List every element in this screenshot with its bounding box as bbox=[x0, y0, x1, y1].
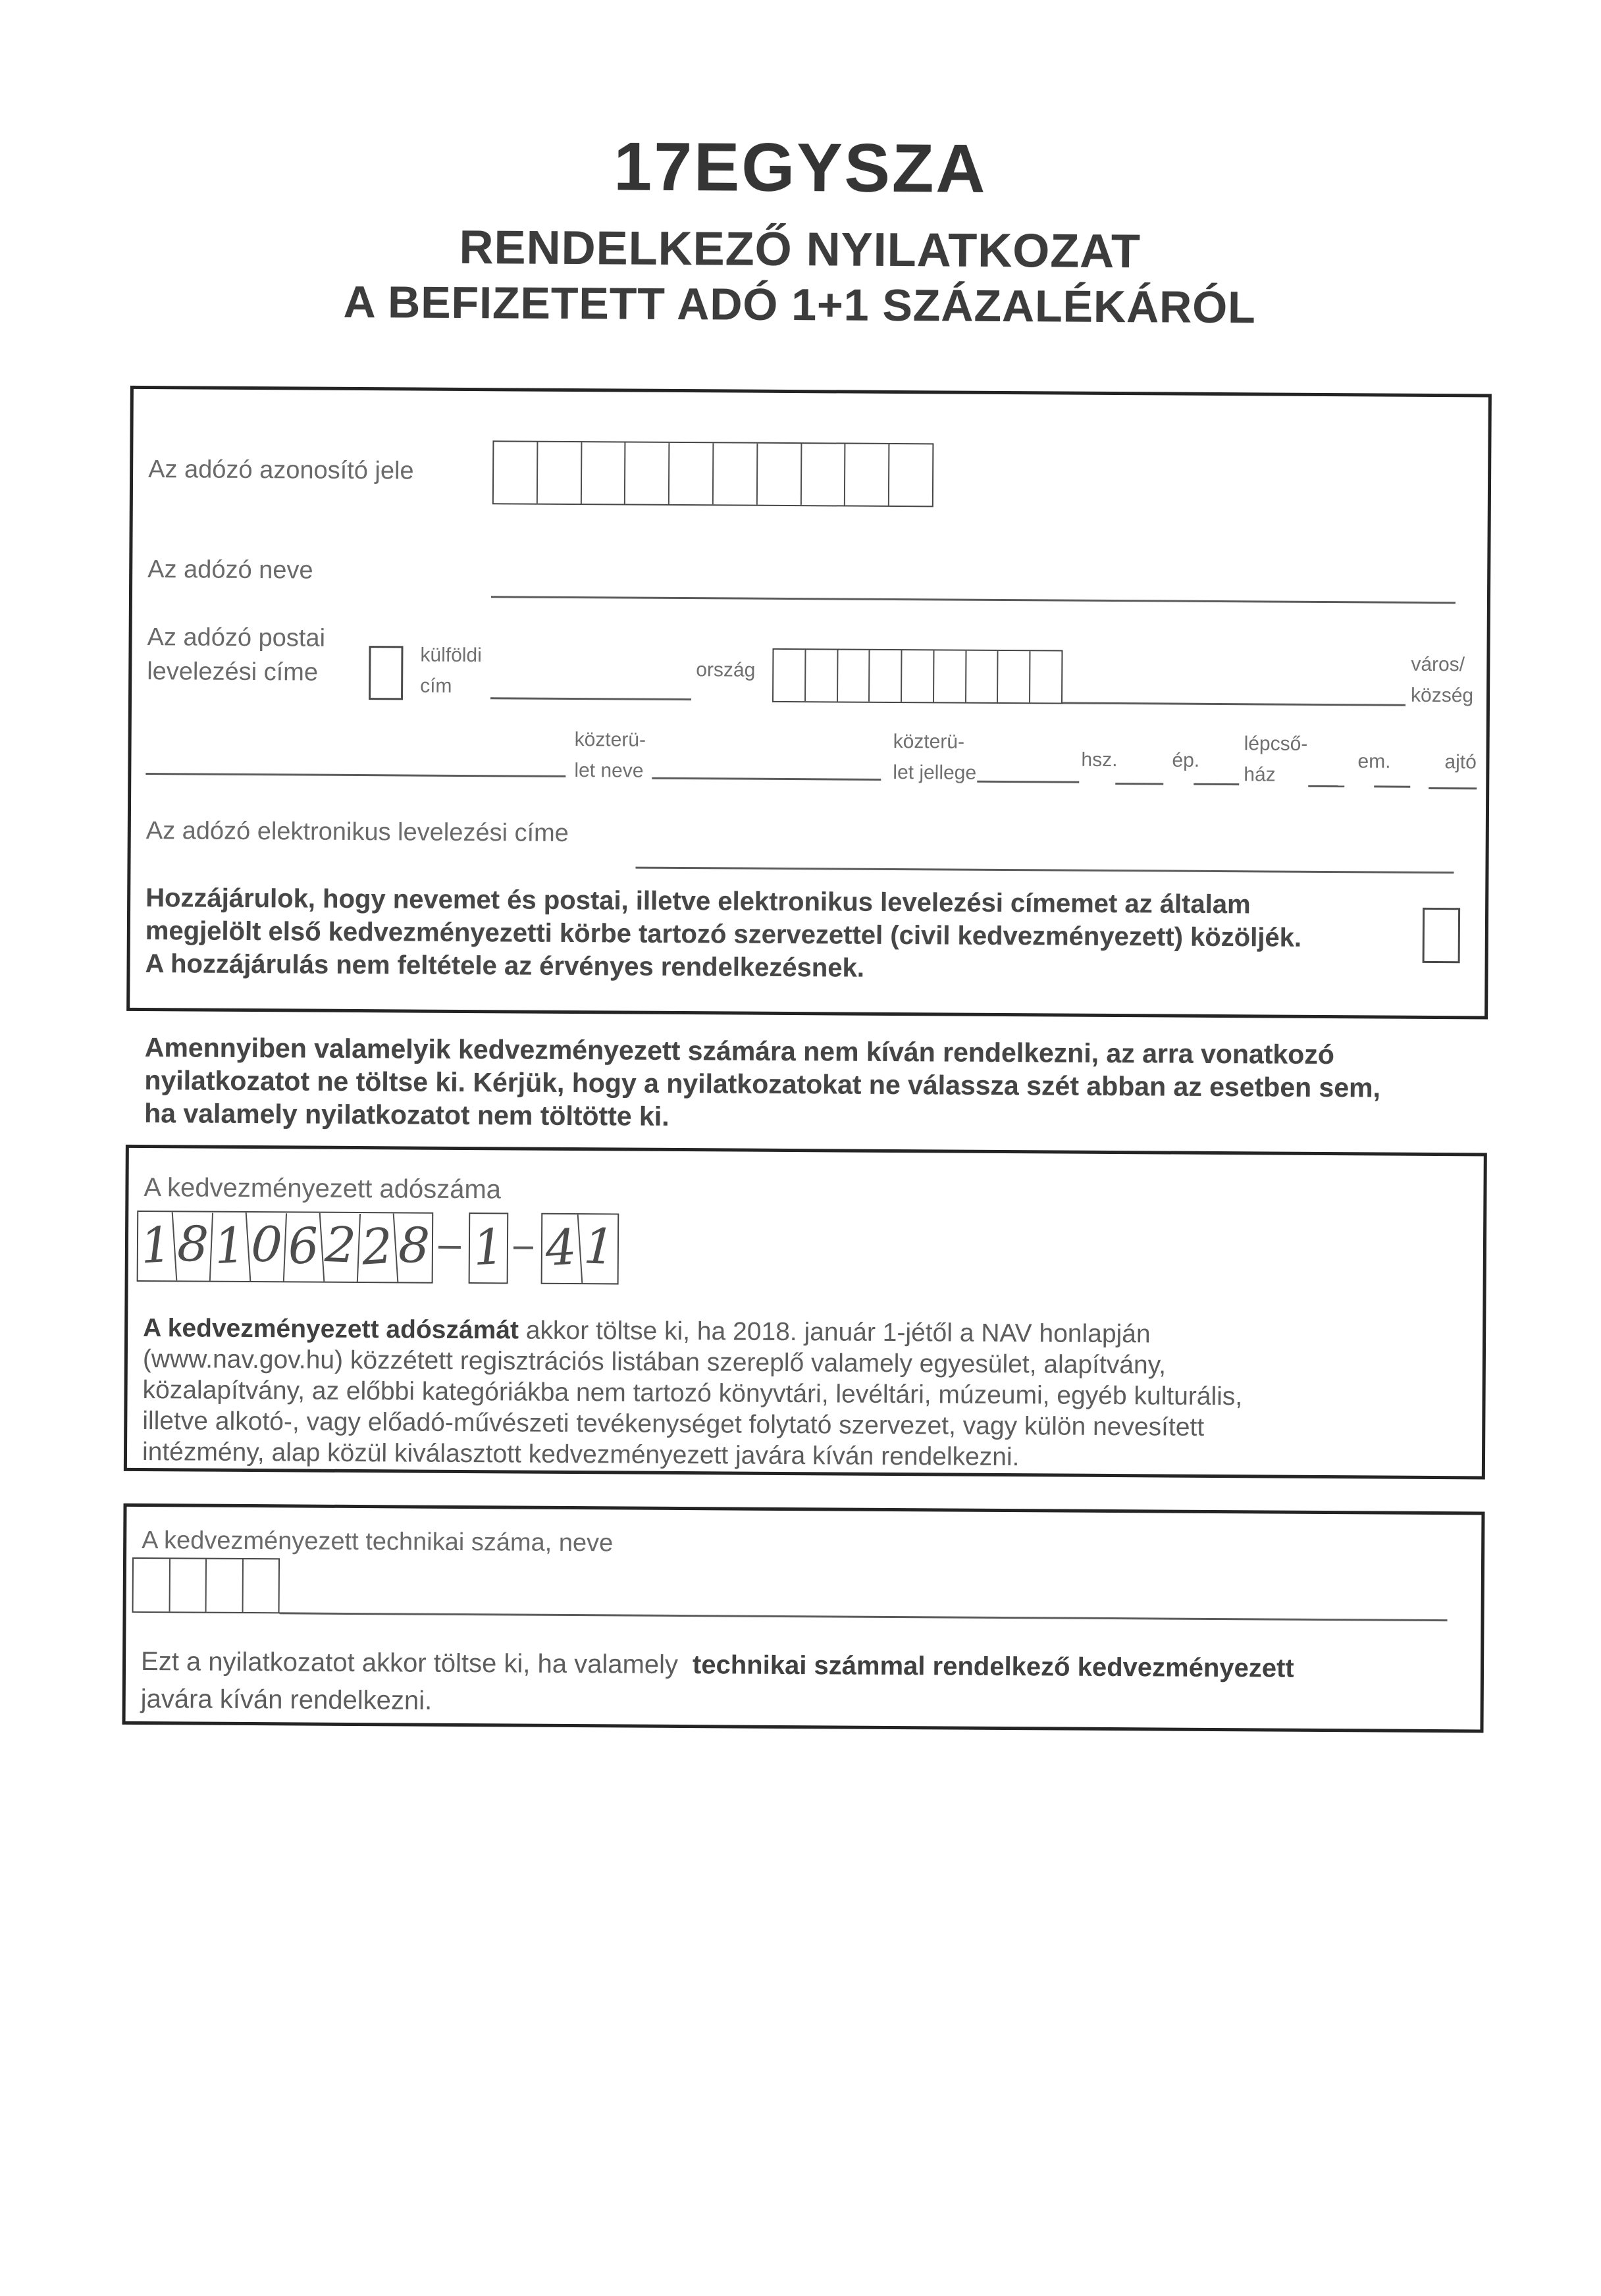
taxnumber-digit-cell[interactable]: 8 bbox=[174, 1211, 213, 1281]
taxpayer-id-cell[interactable] bbox=[801, 444, 845, 505]
tax-id-label: Az adózó azonosító jele bbox=[148, 456, 414, 485]
technical-info-line2-text: javára kíván rendelkezni. bbox=[140, 1684, 433, 1715]
city-label bbox=[1411, 649, 1474, 712]
street-name-label bbox=[574, 724, 646, 787]
beneficiary-taxnumber-label: A kedvezményezett adószáma bbox=[144, 1173, 502, 1205]
middle-note-line2: nyilatkozatot ne töltse ki. Kérjük, hogy a nyilatkozatokat ne válassza szét abban az esetben sem, bbox=[144, 1065, 1381, 1103]
foreign-address-label bbox=[420, 640, 482, 702]
street-name-label-line1: közterü- bbox=[574, 729, 646, 751]
taxnumber-dash2 bbox=[513, 1246, 533, 1249]
form-title-line1: RENDELKEZŐ NYILATKOZAT bbox=[459, 221, 1142, 278]
consent-line3: A hozzájárulás nem feltétele az érvényes rendelkezésnek. bbox=[145, 949, 865, 983]
technical-info bbox=[141, 1643, 1294, 1725]
foreign-address-label-line1: külföldi bbox=[420, 644, 482, 667]
taxpayer-id-grid[interactable] bbox=[492, 440, 934, 507]
taxnumber-digit-cell[interactable]: 4 bbox=[540, 1214, 583, 1285]
city-label-line1: város/ bbox=[1411, 653, 1465, 676]
technical-number-cell[interactable] bbox=[243, 1559, 278, 1612]
beneficiary-info bbox=[142, 1313, 1243, 1474]
taxpayer-id-cell[interactable] bbox=[581, 442, 625, 504]
country-cell[interactable] bbox=[966, 651, 999, 702]
country-cell[interactable] bbox=[998, 651, 1030, 702]
street-type-label-line2: let jellege bbox=[893, 761, 977, 784]
middle-note-line1: Amennyiben valamelyik kedvezményezett számára nem kíván rendelkezni, az arra vonatkozó bbox=[144, 1032, 1334, 1070]
form-title-line2: A BEFIZETETT ADÓ 1+1 SZÁZALÉKÁRÓL bbox=[343, 276, 1256, 333]
taxnumber-digit-cell[interactable]: 6 bbox=[284, 1213, 325, 1284]
beneficiary-taxnumber-check-grid[interactable] bbox=[469, 1213, 509, 1284]
taxpayer-id-cell[interactable] bbox=[625, 442, 669, 504]
taxpayer-name-label: Az adózó neve bbox=[147, 556, 313, 585]
beneficiary-info-line2-rest: (www.nav.gov.hu) közzétett regisztrációs listában szereplő valamely egyesület, alapítvány, bbox=[142, 1345, 1167, 1380]
taxpayer-id-cell[interactable] bbox=[845, 444, 889, 506]
beneficiary-info-line4-rest: illetve alkotó-, vagy előadó-művészeti tevékenységet folytató szervezet, vagy külön nevesített bbox=[142, 1407, 1205, 1442]
taxnumber-digit-cell[interactable]: 0 bbox=[248, 1212, 287, 1282]
city-label-line2: község bbox=[1410, 684, 1474, 707]
taxpayer-id-cell[interactable] bbox=[538, 442, 582, 504]
taxnumber-digit-cell[interactable]: 1 bbox=[471, 1218, 506, 1277]
taxnumber-dash1 bbox=[438, 1246, 461, 1249]
taxnumber-digit-cell[interactable]: 1 bbox=[210, 1213, 251, 1283]
taxpayer-id-cell[interactable] bbox=[758, 444, 802, 505]
taxnumber-digit-cell[interactable]: 2 bbox=[357, 1214, 399, 1284]
taxpayer-id-cell[interactable] bbox=[669, 443, 714, 504]
staircase-label-line2: ház bbox=[1244, 764, 1276, 786]
beneficiary-taxnumber-area-grid[interactable] bbox=[541, 1213, 619, 1285]
postal-address-label bbox=[147, 620, 325, 690]
consent-line2: megjelölt első kedvezményezetti körbe tartozó szervezettel (civil kedvezményezett) közöljék. bbox=[145, 916, 1302, 952]
technical-info-line2 bbox=[141, 1681, 1294, 1725]
technical-number-grid[interactable] bbox=[132, 1557, 280, 1613]
staircase-label bbox=[1244, 728, 1307, 791]
staircase-label-line1: lépcső- bbox=[1244, 733, 1308, 755]
house-no-line[interactable] bbox=[1115, 783, 1163, 785]
taxpayer-id-cell[interactable] bbox=[494, 442, 538, 503]
country-cell[interactable] bbox=[902, 650, 934, 702]
door-label: ajtó bbox=[1444, 751, 1477, 773]
consent-line1: Hozzájárulok, hogy nevemet és postai, illetve elektronikus levelezési címemet az általam bbox=[145, 883, 1251, 920]
country-cell[interactable] bbox=[838, 650, 870, 701]
country-grid[interactable] bbox=[772, 648, 1063, 704]
foreign-address-label-line2: cím bbox=[420, 675, 452, 697]
country-cell[interactable] bbox=[1030, 651, 1061, 702]
postal-address-label-line2: levelezési címe bbox=[147, 658, 319, 687]
beneficiary-info-line5-rest: intézmény, alap közül kiválasztott kedvezményezett javára kíván rendelkezni. bbox=[142, 1438, 1020, 1472]
taxnumber-digit-cell[interactable]: 1 bbox=[582, 1218, 616, 1276]
taxnumber-digit-cell[interactable]: 2 bbox=[321, 1213, 361, 1282]
email-label: Az adózó elektronikus levelezési címe bbox=[145, 817, 569, 847]
technical-info-line1-pre: Ezt a nyilatkozatot akkor töltse ki, ha valamely bbox=[140, 1647, 679, 1680]
form-code: 17EGYSZA bbox=[613, 128, 987, 207]
consent-checkbox[interactable] bbox=[1423, 908, 1461, 963]
taxnumber-digit-cell[interactable]: 1 bbox=[136, 1212, 178, 1282]
country-cell[interactable] bbox=[870, 650, 902, 702]
street-name-label-line2: let neve bbox=[574, 760, 644, 782]
taxpayer-id-cell[interactable] bbox=[714, 443, 758, 504]
building-line[interactable] bbox=[1194, 783, 1239, 785]
street-type-label bbox=[893, 726, 976, 789]
technical-number-cell[interactable] bbox=[170, 1559, 207, 1611]
country-cell[interactable] bbox=[934, 650, 966, 702]
consent-paragraph bbox=[145, 881, 1301, 987]
technical-number-cell[interactable] bbox=[207, 1559, 244, 1612]
street-type-label-line1: közterü- bbox=[893, 730, 965, 753]
taxnumber-digit-cell[interactable]: 8 bbox=[397, 1216, 431, 1275]
middle-note-line3: ha valamely nyilatkozatot nem töltötte ki. bbox=[144, 1098, 669, 1132]
technical-number-label: A kedvezményezett technikai száma, neve bbox=[142, 1526, 614, 1557]
technical-info-line1-bold: technikai számmal rendelkező kedvezményezett bbox=[692, 1650, 1294, 1683]
floor-label: em. bbox=[1357, 750, 1391, 773]
country-label: ország bbox=[696, 659, 756, 681]
staircase-line[interactable] bbox=[1308, 785, 1344, 787]
door-line[interactable] bbox=[1429, 787, 1477, 789]
technical-info-line1 bbox=[141, 1643, 1294, 1688]
floor-line[interactable] bbox=[1374, 785, 1410, 787]
house-no-label: hsz. bbox=[1081, 748, 1118, 771]
beneficiary-taxnumber-main-grid[interactable] bbox=[137, 1211, 434, 1284]
building-label: ép. bbox=[1172, 749, 1200, 771]
postal-address-label-line1: Az adózó postai bbox=[147, 623, 326, 652]
country-cell[interactable] bbox=[774, 650, 806, 701]
foreign-address-checkbox[interactable] bbox=[369, 646, 403, 700]
technical-number-cell[interactable] bbox=[134, 1559, 171, 1611]
beneficiary-info-line1-bold: A kedvezményezett adószámát bbox=[143, 1314, 519, 1345]
taxpayer-id-cell[interactable] bbox=[889, 444, 932, 506]
beneficiary-info-line1-rest: akkor töltse ki, ha 2018. január 1-jétől a NAV honlapján bbox=[518, 1316, 1151, 1349]
middle-note bbox=[144, 1031, 1380, 1137]
country-cell[interactable] bbox=[806, 650, 838, 701]
beneficiary-info-line3-rest: közalapítvány, az előbbi kategóriákba nem tartozó könyvtári, levéltári, múzeumi, egyéb kulturális, bbox=[142, 1376, 1243, 1411]
